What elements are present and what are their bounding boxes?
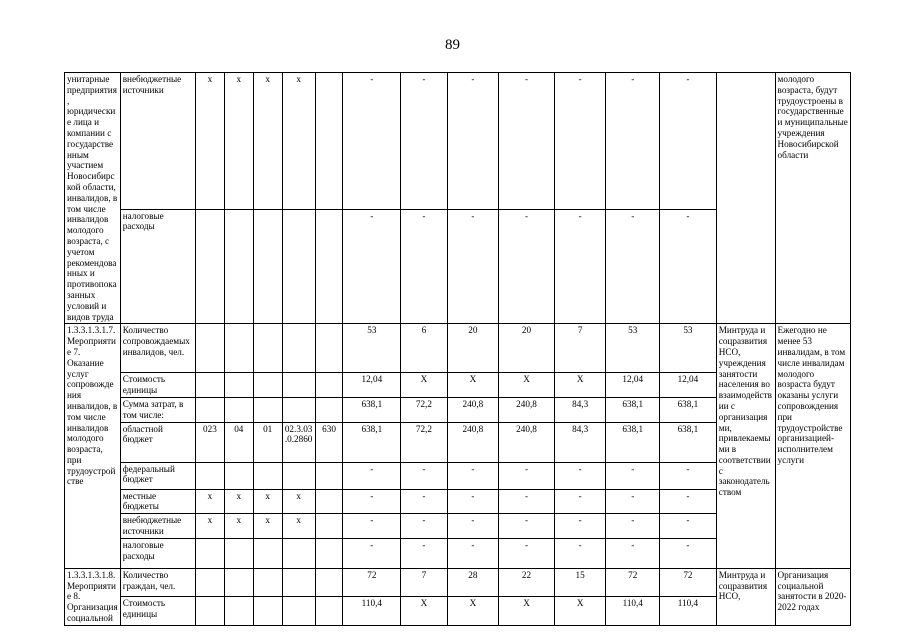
indicator-label-cell: Количество граждан, чел. bbox=[120, 568, 195, 596]
value-cell: - bbox=[606, 462, 660, 489]
budget-code-cell bbox=[195, 397, 224, 422]
value-cell: - bbox=[554, 514, 606, 539]
budget-code-cell: x bbox=[282, 489, 315, 514]
budget-code-cell bbox=[315, 514, 343, 539]
executor-cell bbox=[716, 73, 775, 324]
value-cell: Х bbox=[401, 597, 447, 626]
value-cell: - bbox=[401, 209, 447, 324]
budget-code-cell bbox=[315, 489, 343, 514]
budget-code-cell bbox=[224, 538, 253, 568]
budget-code-cell: 023 bbox=[195, 422, 224, 462]
table-row bbox=[65, 324, 851, 373]
value-cell: Х bbox=[554, 597, 606, 626]
value-cell: - bbox=[606, 514, 660, 539]
value-cell: 22 bbox=[499, 568, 555, 596]
value-cell: - bbox=[606, 209, 660, 324]
value-cell: - bbox=[401, 538, 447, 568]
budget-code-cell bbox=[282, 568, 315, 596]
value-cell: 240,8 bbox=[499, 422, 555, 462]
measure-name-cell: 1.3.3.1.3.1.8. Мероприятие 8. Организация социальной bbox=[65, 568, 121, 625]
value-cell: Х bbox=[447, 597, 499, 626]
value-cell: 240,8 bbox=[447, 422, 499, 462]
value-cell: Х bbox=[447, 373, 499, 398]
budget-code-cell bbox=[253, 462, 282, 489]
budget-code-cell bbox=[224, 568, 253, 596]
budget-code-cell: 04 bbox=[224, 422, 253, 462]
budget-code-cell bbox=[195, 568, 224, 596]
value-cell: - bbox=[343, 489, 401, 514]
budget-code-cell bbox=[282, 397, 315, 422]
value-cell: 7 bbox=[554, 324, 606, 373]
budget-code-cell: x bbox=[195, 514, 224, 539]
value-cell: - bbox=[554, 209, 606, 324]
budget-code-cell bbox=[315, 397, 343, 422]
value-cell: - bbox=[660, 73, 717, 210]
budget-code-cell bbox=[315, 373, 343, 398]
value-cell: 72,2 bbox=[401, 422, 447, 462]
value-cell: - bbox=[660, 489, 717, 514]
indicator-label-cell: Стоимость единицы bbox=[120, 597, 195, 626]
budget-code-cell bbox=[224, 324, 253, 373]
value-cell: Х bbox=[499, 373, 555, 398]
value-cell: - bbox=[554, 489, 606, 514]
value-cell: - bbox=[447, 73, 499, 210]
budget-code-cell bbox=[253, 397, 282, 422]
budget-code-cell bbox=[224, 397, 253, 422]
value-cell: 240,8 bbox=[499, 397, 555, 422]
value-cell: Х bbox=[554, 373, 606, 398]
budget-code-cell: x bbox=[282, 514, 315, 539]
result-cell: молодого возраста, будут трудоустроены в государственные и муниципальные учреждения Новосибирской области bbox=[775, 73, 850, 324]
budget-code-cell: x bbox=[253, 489, 282, 514]
value-cell: 638,1 bbox=[606, 397, 660, 422]
indicator-label-cell: федеральный бюджет bbox=[120, 462, 195, 489]
value-cell: - bbox=[447, 462, 499, 489]
value-cell: 72 bbox=[343, 568, 401, 596]
indicator-label-cell: налоговые расходы bbox=[120, 538, 195, 568]
value-cell: 53 bbox=[660, 324, 717, 373]
budget-code-cell bbox=[195, 538, 224, 568]
budget-code-cell: x bbox=[195, 489, 224, 514]
budget-code-cell bbox=[315, 538, 343, 568]
budget-code-cell bbox=[282, 538, 315, 568]
budget-code-cell: x bbox=[224, 73, 253, 210]
budget-code-cell bbox=[195, 373, 224, 398]
indicator-label-cell: внебюджетные источники bbox=[120, 514, 195, 539]
value-cell: Х bbox=[499, 597, 555, 626]
value-cell: - bbox=[499, 73, 555, 210]
executor-cell: Минтруда и соцразвития НСО, учреждения занятости населения во взаимодействии с организациями, привлекаемыми в соответствии с законодательством bbox=[716, 324, 775, 568]
budget-code-cell: 630 bbox=[315, 422, 343, 462]
budget-code-cell bbox=[282, 597, 315, 626]
budget-code-cell: x bbox=[224, 489, 253, 514]
budget-code-cell: x bbox=[224, 514, 253, 539]
value-cell: 110,4 bbox=[606, 597, 660, 626]
measure-name-cell: унитарные предприятия, юридические лица и компании с государственным участием Новосибирской области, инвалидов, в том числе инвалидов молодого возраста, с учетом рекомендованных и противопоказанных условий и видов труда bbox=[65, 73, 121, 324]
budget-code-cell bbox=[253, 538, 282, 568]
value-cell: 638,1 bbox=[343, 422, 401, 462]
value-cell: - bbox=[343, 209, 401, 324]
budget-code-cell bbox=[315, 462, 343, 489]
value-cell: - bbox=[401, 73, 447, 210]
value-cell: - bbox=[606, 538, 660, 568]
value-cell: 638,1 bbox=[660, 422, 717, 462]
budget-code-cell bbox=[315, 597, 343, 626]
value-cell: - bbox=[401, 489, 447, 514]
value-cell: - bbox=[660, 209, 717, 324]
budget-code-cell bbox=[282, 209, 315, 324]
table-row bbox=[65, 568, 851, 596]
value-cell: 72 bbox=[660, 568, 717, 596]
value-cell: - bbox=[606, 489, 660, 514]
value-cell: 53 bbox=[606, 324, 660, 373]
value-cell: 20 bbox=[499, 324, 555, 373]
value-cell: - bbox=[499, 489, 555, 514]
table-row bbox=[65, 73, 851, 210]
indicator-label-cell: местные бюджеты bbox=[120, 489, 195, 514]
budget-code-cell bbox=[282, 462, 315, 489]
value-cell: 7 bbox=[401, 568, 447, 596]
budget-code-cell bbox=[282, 324, 315, 373]
value-cell: - bbox=[499, 538, 555, 568]
indicator-label-cell: внебюджетные источники bbox=[120, 73, 195, 210]
value-cell: - bbox=[343, 73, 401, 210]
value-cell: - bbox=[554, 538, 606, 568]
budget-code-cell bbox=[253, 373, 282, 398]
value-cell: 638,1 bbox=[660, 397, 717, 422]
value-cell: - bbox=[447, 489, 499, 514]
value-cell: - bbox=[401, 514, 447, 539]
value-cell: 84,3 bbox=[554, 422, 606, 462]
budget-code-cell bbox=[224, 373, 253, 398]
budget-code-cell: x bbox=[195, 73, 224, 210]
value-cell: - bbox=[401, 462, 447, 489]
budget-code-cell bbox=[315, 324, 343, 373]
indicator-label-cell: Сумма затрат, в том числе: bbox=[120, 397, 195, 422]
program-table bbox=[64, 72, 851, 626]
value-cell: 28 bbox=[447, 568, 499, 596]
budget-code-cell bbox=[224, 209, 253, 324]
value-cell: - bbox=[343, 538, 401, 568]
budget-code-cell: 01 bbox=[253, 422, 282, 462]
budget-code-cell bbox=[224, 462, 253, 489]
budget-code-cell: x bbox=[253, 73, 282, 210]
budget-code-cell bbox=[315, 73, 343, 210]
value-cell: - bbox=[343, 462, 401, 489]
budget-code-cell bbox=[253, 324, 282, 373]
value-cell: Х bbox=[401, 373, 447, 398]
value-cell: 15 bbox=[554, 568, 606, 596]
value-cell: 72 bbox=[606, 568, 660, 596]
indicator-label-cell: областной бюджет bbox=[120, 422, 195, 462]
budget-code-cell bbox=[224, 597, 253, 626]
value-cell: - bbox=[499, 462, 555, 489]
indicator-label-cell: Количество сопровождаемых инвалидов, чел. bbox=[120, 324, 195, 373]
budget-code-cell: x bbox=[282, 73, 315, 210]
budget-code-cell bbox=[315, 209, 343, 324]
value-cell: 638,1 bbox=[606, 422, 660, 462]
value-cell: 84,3 bbox=[554, 397, 606, 422]
value-cell: - bbox=[447, 538, 499, 568]
budget-code-cell bbox=[315, 568, 343, 596]
budget-code-cell bbox=[195, 597, 224, 626]
value-cell: 53 bbox=[343, 324, 401, 373]
value-cell: 110,4 bbox=[660, 597, 717, 626]
value-cell: 12,04 bbox=[343, 373, 401, 398]
value-cell: - bbox=[447, 514, 499, 539]
value-cell: - bbox=[660, 514, 717, 539]
budget-code-cell bbox=[282, 373, 315, 398]
result-cell: Организация социальной занятости в 2020-2022 годах bbox=[775, 568, 850, 625]
value-cell: 12,04 bbox=[606, 373, 660, 398]
value-cell: - bbox=[447, 209, 499, 324]
value-cell: - bbox=[660, 462, 717, 489]
value-cell: - bbox=[343, 514, 401, 539]
value-cell: - bbox=[606, 73, 660, 210]
budget-code-cell bbox=[253, 597, 282, 626]
budget-code-cell bbox=[195, 209, 224, 324]
value-cell: 20 bbox=[447, 324, 499, 373]
budget-code-cell bbox=[253, 568, 282, 596]
budget-code-cell bbox=[195, 324, 224, 373]
value-cell: 110,4 bbox=[343, 597, 401, 626]
value-cell: - bbox=[660, 538, 717, 568]
page-number: 89 bbox=[445, 37, 460, 53]
executor-cell: Минтруда и соцразвития НСО, bbox=[716, 568, 775, 625]
value-cell: 240,8 bbox=[447, 397, 499, 422]
value-cell: 12,04 bbox=[660, 373, 717, 398]
budget-code-cell: x bbox=[253, 514, 282, 539]
value-cell: - bbox=[499, 514, 555, 539]
value-cell: 72,2 bbox=[401, 397, 447, 422]
value-cell: 638,1 bbox=[343, 397, 401, 422]
value-cell: - bbox=[499, 209, 555, 324]
budget-code-cell bbox=[195, 462, 224, 489]
budget-code-cell: 02.3.03.0.2860 bbox=[282, 422, 315, 462]
value-cell: - bbox=[554, 462, 606, 489]
indicator-label-cell: налоговые расходы bbox=[120, 209, 195, 324]
result-cell: Ежегодно не менее 53 инвалидам, в том числе инвалидам молодого возраста будут оказаны услуги сопровождения при трудоустройстве организацией-исполнителем услуги bbox=[775, 324, 850, 568]
indicator-label-cell: Стоимость единицы bbox=[120, 373, 195, 398]
value-cell: - bbox=[554, 73, 606, 210]
measure-name-cell: 1.3.3.1.3.1.7. Мероприятие 7. Оказание услуг сопровождения инвалидов, в том числе инвалидов молодого возраста, при трудоустройстве bbox=[65, 324, 121, 568]
budget-code-cell bbox=[253, 209, 282, 324]
value-cell: 6 bbox=[401, 324, 447, 373]
